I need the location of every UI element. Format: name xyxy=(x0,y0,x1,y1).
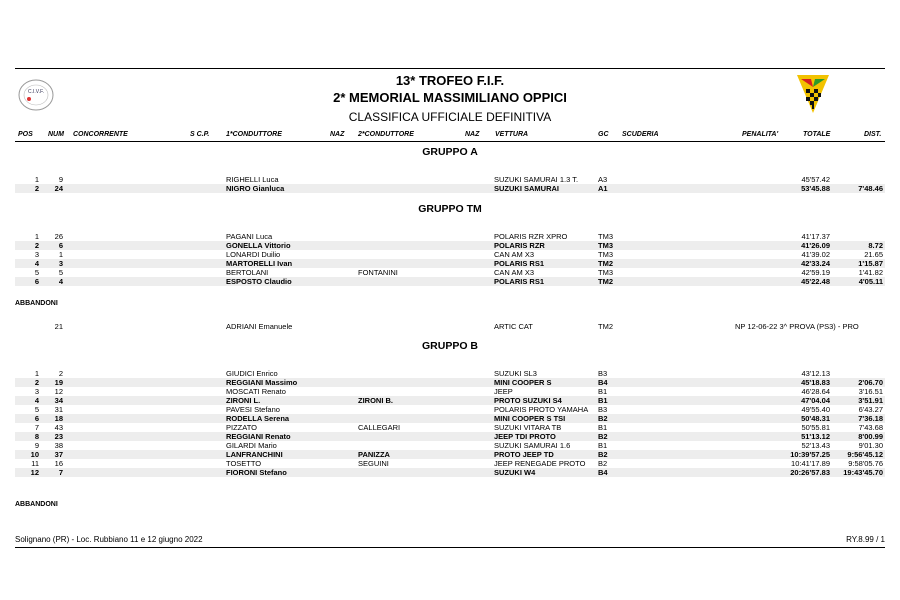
cell-gc: B4 xyxy=(598,468,608,477)
title-trofeo: 13* TROFEO F.I.F. xyxy=(395,73,505,88)
cell-totale: 42'59.19 xyxy=(801,268,830,277)
cell-num: 31 xyxy=(54,405,63,414)
abbandoni-label-tm: ABBANDONI xyxy=(15,300,58,307)
cell-num: 7 xyxy=(58,468,63,477)
cell-gc: TM3 xyxy=(598,250,613,259)
cell-gc: B2 xyxy=(598,450,608,459)
cell-dist: 4'05.11 xyxy=(858,277,883,286)
col-vettura: VETTURA xyxy=(495,131,529,138)
col-conduttore1: 1*CONDUTTORE xyxy=(226,131,282,138)
col-scp: S C.P. xyxy=(190,131,210,138)
cell-vettura: SUZUKI SAMURAI 1.3 T. xyxy=(494,175,579,184)
cell-vettura: PROTO JEEP TD xyxy=(494,450,554,459)
footer-rule xyxy=(15,547,885,548)
cell-pos: 2 xyxy=(34,241,39,250)
cell-gc: B1 xyxy=(598,396,608,405)
cell-totale: 20:26'57.83 xyxy=(790,468,830,477)
cell-vettura: SUZUKI SAMURAI 1.6 xyxy=(494,441,571,450)
cell-conduttore1: NIGRO Gianluca xyxy=(226,184,285,193)
cell-pos: 2 xyxy=(34,378,39,387)
cell-pos: 2 xyxy=(34,184,39,193)
cell-dist: 21.65 xyxy=(864,250,883,259)
header-rule xyxy=(15,141,885,142)
cell-num: 4 xyxy=(58,277,63,286)
cell-totale: 45'57.42 xyxy=(801,175,830,184)
cell-gc: B1 xyxy=(598,423,608,432)
cell-conduttore1: LANFRANCHINI xyxy=(226,450,283,459)
cell-conduttore1: PAVESI Stefano xyxy=(226,405,280,414)
table-row xyxy=(15,184,885,193)
table-row xyxy=(15,387,885,396)
cell-vettura: JEEP TDI PROTO xyxy=(494,432,556,441)
group-title-a: GRUPPO A xyxy=(422,146,478,158)
cell-totale: 46'28.64 xyxy=(801,387,830,396)
cell-gc: B2 xyxy=(598,459,608,468)
cell-totale: 41'39.02 xyxy=(801,250,830,259)
cell-dist: 7'48.46 xyxy=(858,184,883,193)
table-row xyxy=(15,175,885,184)
cell-conduttore1: ZIRONI L. xyxy=(226,396,261,405)
cell-totale: 43'12.13 xyxy=(801,369,830,378)
footer-location: Solignano (PR) - Loc. Rubbiano 11 e 12 giugno 2022 xyxy=(15,535,203,544)
cell-totale: 41'17.37 xyxy=(801,232,830,241)
cell-dist: 8'00.99 xyxy=(858,432,883,441)
col-num: NUM xyxy=(48,131,64,138)
col-naz1: NAZ xyxy=(330,131,345,138)
table-row xyxy=(15,259,885,268)
table-row xyxy=(15,441,885,450)
cell-dist: 9:56'45.12 xyxy=(847,450,883,459)
cell-vettura: JEEP xyxy=(494,387,513,396)
cell-dist: 1'41.82 xyxy=(858,268,883,277)
table-row xyxy=(15,450,885,459)
cell-conduttore1: FIORONI Stefano xyxy=(226,468,287,477)
cell-dist: 3'51.91 xyxy=(858,396,883,405)
cell-dist: 7'36.18 xyxy=(858,414,883,423)
cell-num: 34 xyxy=(54,396,63,405)
cell-conduttore1: LONARDI Duilio xyxy=(226,250,281,259)
cell-num: 2 xyxy=(58,369,63,378)
cell-pos: 1 xyxy=(34,369,39,378)
cell-conduttore1: ESPOSTO Claudio xyxy=(226,277,292,286)
table-row xyxy=(15,378,885,387)
cell-pos: 4 xyxy=(34,259,39,268)
cell-vettura: POLARIS RS1 xyxy=(494,259,545,268)
cell-conduttore2: PANIZZA xyxy=(358,450,390,459)
table-row xyxy=(15,468,885,477)
col-concorrente: CONCORRENTE xyxy=(73,131,128,138)
table-row xyxy=(15,423,885,432)
cell-conduttore1: TOSETTO xyxy=(226,459,262,468)
cell-totale: 49'55.40 xyxy=(801,405,830,414)
cell-pos: 10 xyxy=(30,450,39,459)
col-totale: TOTALE xyxy=(803,131,831,138)
cell-conduttore1: BERTOLANI xyxy=(226,268,269,277)
table-row xyxy=(15,459,885,468)
col-conduttore2: 2*CONDUTTORE xyxy=(358,131,414,138)
cell-num: 24 xyxy=(54,184,63,193)
cell-totale: 53'45.88 xyxy=(801,184,830,193)
footer-version: RY.8.99 / 1 xyxy=(846,535,885,544)
cell-num: 26 xyxy=(54,232,63,241)
cell-pos: 4 xyxy=(34,396,39,405)
cell-totale: 47'04.04 xyxy=(801,396,830,405)
cell-gc: B1 xyxy=(598,387,608,396)
cell-vettura: MINI COOPER S xyxy=(494,378,552,387)
cell-pos: 5 xyxy=(34,405,39,414)
col-gc: GC xyxy=(598,131,609,138)
cell-gc: TM3 xyxy=(598,268,613,277)
cell-totale: 52'13.43 xyxy=(801,441,830,450)
cell-conduttore1: REGGIANI Renato xyxy=(226,432,291,441)
cell-conduttore1: GIUDICI Enrico xyxy=(226,369,278,378)
cell-num: 16 xyxy=(54,459,63,468)
cell-pos: 11 xyxy=(31,459,39,468)
cell-num: 18 xyxy=(54,414,63,423)
cell-num: 21 xyxy=(54,322,63,331)
cell-num: 38 xyxy=(54,441,63,450)
cell-dist: 2'06.70 xyxy=(858,378,883,387)
cell-gc: A1 xyxy=(598,184,608,193)
cell-gc: B3 xyxy=(598,405,608,414)
cell-vettura: SUZUKI SAMURAI xyxy=(494,184,559,193)
cell-num: 19 xyxy=(54,378,63,387)
abbandono-row xyxy=(15,322,885,331)
cell-num: 9 xyxy=(58,175,63,184)
table-row xyxy=(15,369,885,378)
cell-vettura: POLARIS PROTO YAMAHA xyxy=(494,405,589,414)
cell-gc: TM2 xyxy=(598,259,613,268)
cell-vettura: POLARIS RS1 xyxy=(494,277,545,286)
cell-num: 37 xyxy=(54,450,63,459)
cell-conduttore1: PAGANI Luca xyxy=(226,232,273,241)
cell-vettura: ARTIC CAT xyxy=(494,322,533,331)
cell-gc: B3 xyxy=(598,369,608,378)
cell-dist: 1'15.87 xyxy=(858,259,883,268)
table-row xyxy=(15,432,885,441)
cell-pos: 9 xyxy=(34,441,39,450)
cell-dist: 9'01.30 xyxy=(858,441,883,450)
col-pos: POS xyxy=(18,131,33,138)
cell-pos: 7 xyxy=(34,423,39,432)
cell-vettura: CAN AM X3 xyxy=(494,268,535,277)
group-title-b: GRUPPO B xyxy=(421,340,478,352)
table-row xyxy=(15,241,885,250)
table-row xyxy=(15,268,885,277)
logo-left-text: C.I.V.F. xyxy=(28,89,44,95)
cell-totale: 50'55.81 xyxy=(801,423,830,432)
cell-totale: 50'48.31 xyxy=(801,414,830,423)
cell-gc: B4 xyxy=(598,378,608,387)
cell-pos: 1 xyxy=(34,232,39,241)
cell-dist: 6'43.27 xyxy=(858,405,883,414)
cell-conduttore1: REGGIANI Massimo xyxy=(226,378,298,387)
col-penalita: PENALITA' xyxy=(742,131,779,138)
table-row xyxy=(15,396,885,405)
cell-totale: 45'18.83 xyxy=(801,378,830,387)
cell-gc: A3 xyxy=(598,175,608,184)
cell-vettura: SUZUKI SL3 xyxy=(494,369,537,378)
cell-dist: 8.72 xyxy=(868,241,883,250)
cell-pos: 5 xyxy=(34,268,39,277)
cell-note: NP 12-06-22 3^ PROVA (PS3) - PRO xyxy=(735,322,859,331)
cell-conduttore2: ZIRONI B. xyxy=(358,396,393,405)
cell-gc: TM3 xyxy=(598,241,613,250)
col-scuderia: SCUDERIA xyxy=(622,131,659,138)
table-row xyxy=(15,405,885,414)
cell-totale: 41'26.09 xyxy=(801,241,830,250)
abbandoni-label-b: ABBANDONI xyxy=(15,501,58,508)
cell-num: 6 xyxy=(58,241,63,250)
cell-pos: 6 xyxy=(34,277,39,286)
cell-vettura: SUZUKI W4 xyxy=(494,468,536,477)
cell-dist: 3'16.51 xyxy=(858,387,883,396)
cell-gc: B2 xyxy=(598,414,608,423)
top-rule xyxy=(15,68,885,69)
cell-pos: 1 xyxy=(34,175,39,184)
col-naz2: NAZ xyxy=(465,131,480,138)
cell-vettura: SUZUKI VITARA TB xyxy=(494,423,562,432)
cell-vettura: MINI COOPER S TSI xyxy=(494,414,566,423)
cell-dist: 9:58'05.76 xyxy=(848,459,883,468)
cell-vettura: POLARIS RZR XPRO xyxy=(494,232,568,241)
col-dist: DIST. xyxy=(864,131,882,138)
cell-dist: 19:43'45.70 xyxy=(843,468,883,477)
group-title-tm: GRUPPO TM xyxy=(418,203,482,215)
cell-num: 1 xyxy=(58,250,63,259)
cell-totale: 10:41'17.89 xyxy=(791,459,830,468)
cell-conduttore2: SEGUINI xyxy=(358,459,389,468)
cell-conduttore2: FONTANINI xyxy=(358,268,398,277)
cell-vettura: POLARIS RZR xyxy=(494,241,545,250)
cell-pos: 6 xyxy=(34,414,39,423)
cell-num: 3 xyxy=(58,259,63,268)
cell-conduttore1: MOSCATI Renato xyxy=(226,387,286,396)
cell-gc: B1 xyxy=(598,441,608,450)
cell-num: 12 xyxy=(54,387,63,396)
cell-totale: 42'33.24 xyxy=(801,259,830,268)
cell-conduttore1: MARTORELLI Ivan xyxy=(226,259,293,268)
cell-gc: B2 xyxy=(598,432,608,441)
cell-vettura: JEEP RENEGADE PROTO xyxy=(494,459,586,468)
table-row xyxy=(15,414,885,423)
cell-conduttore1: GILARDI Mario xyxy=(226,441,277,450)
cell-pos: 8 xyxy=(34,432,39,441)
cell-totale: 45'22.48 xyxy=(801,277,830,286)
cell-conduttore1: ADRIANI Emanuele xyxy=(226,322,293,331)
cell-dist: 7'43.68 xyxy=(858,423,883,432)
cell-num: 5 xyxy=(58,268,63,277)
title-classifica: CLASSIFICA UFFICIALE DEFINITIVA xyxy=(348,110,552,124)
cell-gc: TM2 xyxy=(598,277,613,286)
title-memorial: 2* MEMORIAL MASSIMILIANO OPPICI xyxy=(333,90,567,105)
table-row xyxy=(15,232,885,241)
cell-conduttore2: CALLEGARI xyxy=(358,423,401,432)
cell-num: 43 xyxy=(54,423,63,432)
cell-totale: 10:39'57.25 xyxy=(790,450,830,459)
cell-pos: 3 xyxy=(34,387,39,396)
cell-conduttore1: PIZZATO xyxy=(226,423,257,432)
table-row xyxy=(15,277,885,286)
cell-conduttore1: GONELLA Vittorio xyxy=(226,241,291,250)
cell-conduttore1: RIGHELLI Luca xyxy=(226,175,279,184)
cell-gc: TM3 xyxy=(598,232,613,241)
cell-totale: 51'13.12 xyxy=(801,432,830,441)
cell-pos: 3 xyxy=(34,250,39,259)
cell-conduttore1: RODELLA Serena xyxy=(226,414,290,423)
cell-gc: TM2 xyxy=(598,322,613,331)
cell-pos: 12 xyxy=(30,468,39,477)
table-row xyxy=(15,250,885,259)
cell-vettura: PROTO SUZUKI S4 xyxy=(494,396,562,405)
cell-num: 23 xyxy=(54,432,63,441)
cell-vettura: CAN AM X3 xyxy=(494,250,535,259)
